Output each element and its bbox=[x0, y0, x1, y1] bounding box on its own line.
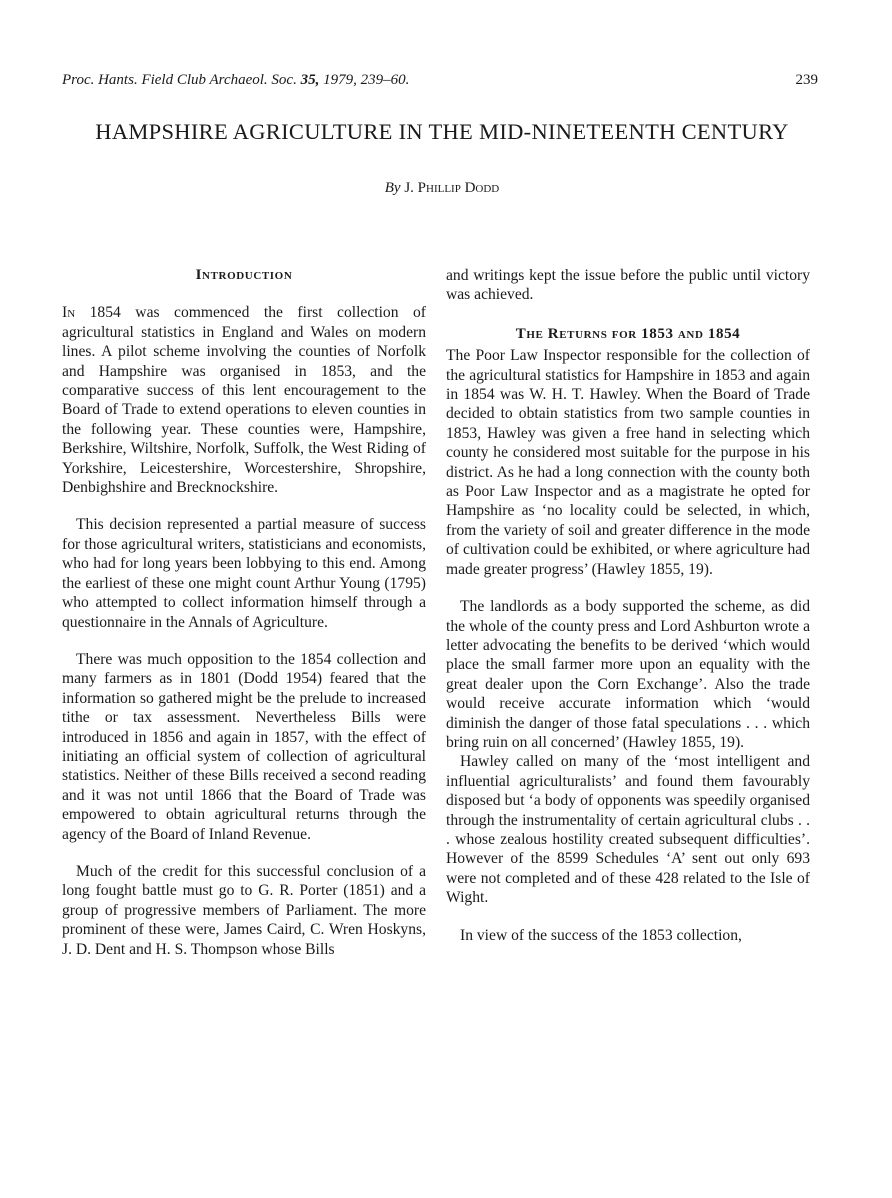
author-name: J. Phillip Dodd bbox=[404, 180, 500, 196]
citation bbox=[62, 72, 409, 89]
citation-volume: 35, bbox=[300, 72, 320, 88]
citation-journal: Proc. Hants. Field Club Archaeol. Soc. bbox=[62, 72, 297, 88]
left-column bbox=[62, 266, 426, 959]
paragraph-continuation: and writings kept the issue before the public until victory was achieved. bbox=[446, 267, 810, 304]
paragraph-returns-4: In view of the success of the 1853 collection, bbox=[460, 926, 742, 944]
paragraph-returns-1: The Poor Law Inspector responsible for the collection of the agricultural statistics for Hampshire in 1853 and again in 1854 was W. H. T. Hawley. When the Board of Trade decided to obtain statistics from two sample counties in 1853, Hawley was given a free hand in selecting which county he considered most suitable for the purpose in his district. As he had a long connection with the county both as Poor Law Inspector and as a magistrate he opted for Hampshire as ‘no locality could be selected, in which, from the variety of soil and greater difference in the mode of cultivation could be exhibited, or where agriculture had made greater progress’ (Hawley 1855, 19). bbox=[446, 347, 810, 578]
section-heading-returns: The Returns for 1853 and 1854 bbox=[515, 325, 741, 342]
paragraph-1 bbox=[62, 303, 426, 497]
paragraph-returns-3: Hawley called on many of the ‘most intelligent and influential agriculturalists’ and found them favourably disposed but ‘a body of opponents was speedily organised through the instrumentality of certain agricultural clubs . . . whose zealous hostility created subsequent difficulties’. However of the 8599 Schedules ‘A’ sent out only 693 were not completed and of these 428 related to the Isle of Wight. bbox=[446, 753, 810, 907]
paragraph-4: Much of the credit for this successful conclusion of a long fought battle must go to G. R. Porter (1851) and a group of progressive members of Parliament. The more prominent of these were, James Caird, C. Wren Hoskyns, J. D. Dent and H. S. Thompson whose Bills bbox=[62, 862, 426, 958]
page-number: 239 bbox=[795, 72, 818, 88]
byline-by: By bbox=[384, 180, 401, 196]
paragraph-2: This decision represented a partial measure of success for those agricultural writers, statisticians and economists, who had for long years been lobbying to this end. Among the earliest of these one might count Arthur Young (1795) who attempted to collect information himself through a questionnaire in the Annals of Agriculture. bbox=[62, 516, 426, 631]
citation-rest: 1979, 239–60. bbox=[323, 72, 410, 88]
paragraph-3: There was much opposition to the 1854 collection and many farmers as in 1801 (Dodd 1954) feared that the information so gathered might be the prelude to increased tithe or tax assessment. Nevertheless Bills were introduced in 1856 and again in 1857, with the effect of initiating an official system of collection of agricultural statistics. Neither of these Bills received a second reading and it was not until 1866 that the Board of Trade was empowered to obtain agricultural returns through the agency of the Board of Inland Revenue. bbox=[62, 650, 426, 843]
running-head bbox=[62, 72, 818, 94]
byline bbox=[62, 180, 822, 197]
section-heading-introduction: Introduction bbox=[195, 267, 293, 283]
paragraph-returns-2: The landlords as a body supported the scheme, as did the whole of the county press and Lord Ashburton wrote a letter advocating the benefits to be derived ‘which would place the small farmer more upon an equality with the great dealer upon the Corn Exchange’. Also the trade would receive accurate information which ‘would diminish the danger of those fatal speculations . . . which bring ruin on all concerned’ (Hawley 1855, 19). bbox=[446, 598, 810, 751]
article-title: HAMPSHIRE AGRICULTURE IN THE MID-NINETEENTH CENTURY bbox=[95, 119, 789, 144]
right-column bbox=[446, 266, 810, 945]
paragraph-1-lead: In bbox=[62, 304, 76, 322]
paragraph-1-text: 1854 was commenced the first collection of agricultural statistics in England and Wales on modern lines. A pilot scheme involving the counties of Norfolk and Hampshire was organised in 1853, and the comparative success of this lent encouragement to the Board of Trade to extend operations to eleven counties in the following year. These counties were, Hampshire, Berkshire, Wiltshire, Norfolk, Suffolk, the West Riding of Yorkshire, Leicestershire, Worcestershire, Shropshire, Denbighshire and Brecknockshire. bbox=[62, 304, 426, 497]
